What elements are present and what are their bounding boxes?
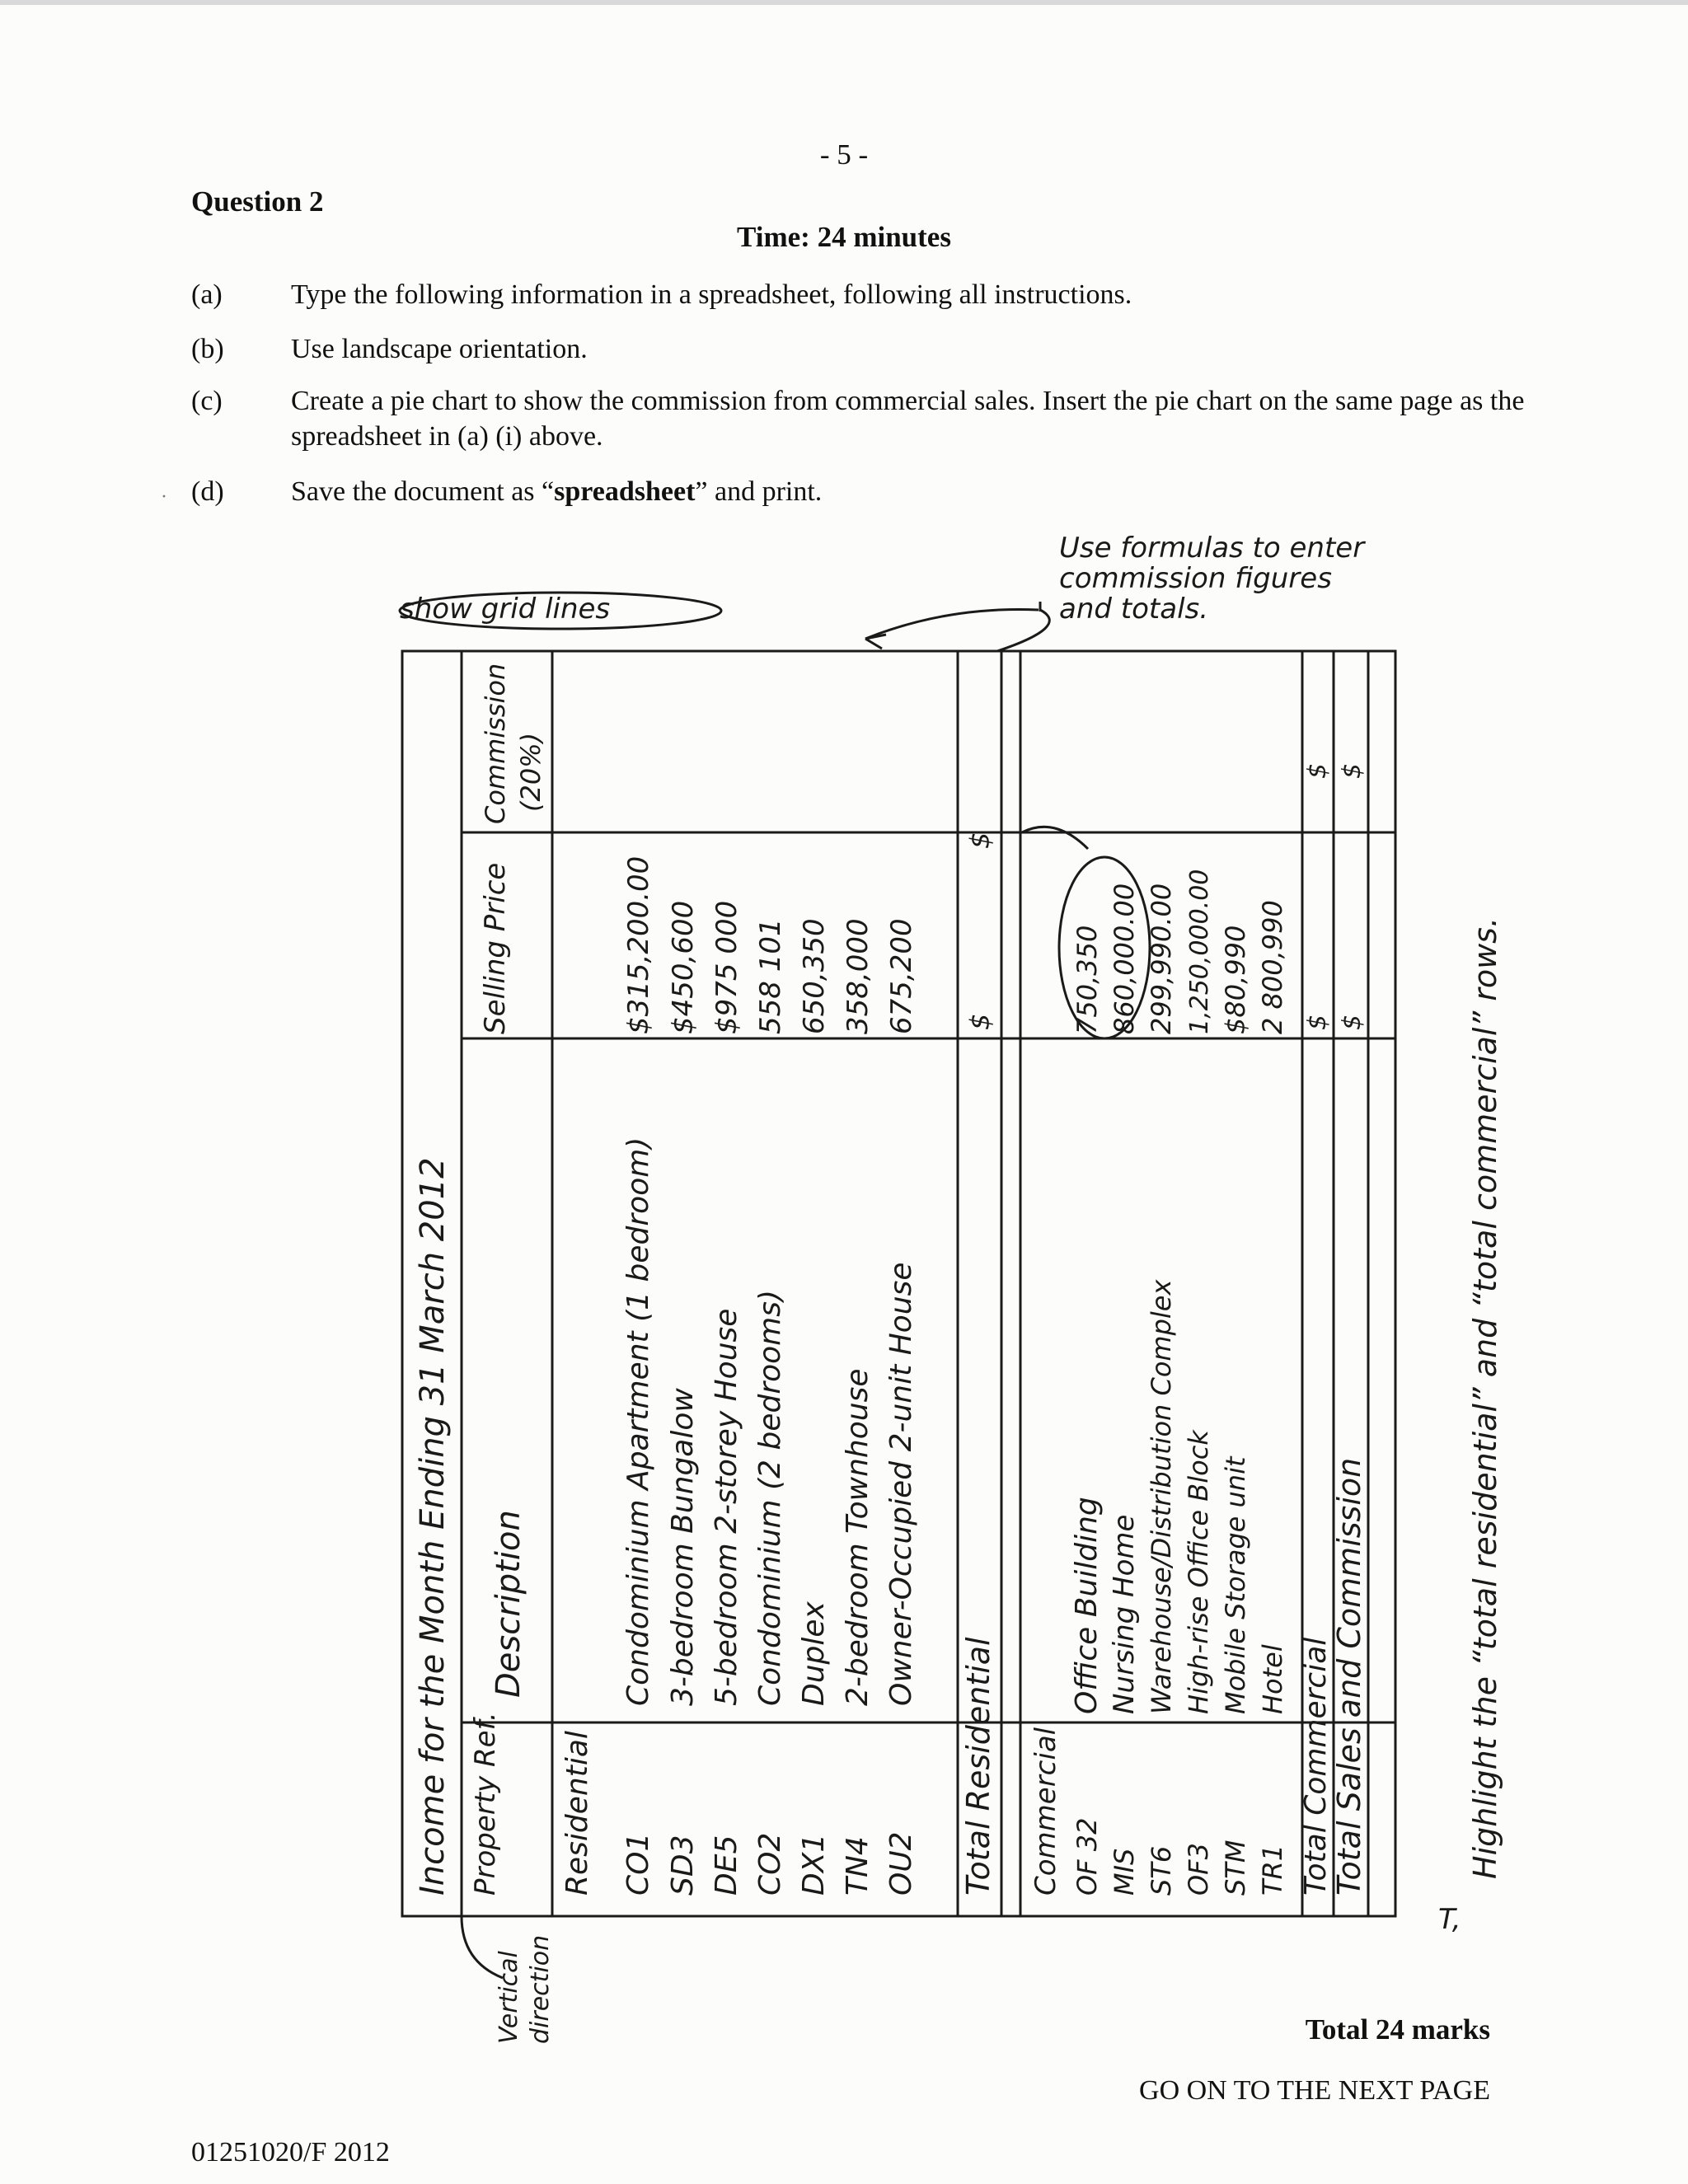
res-ref: DE5 (710, 1835, 743, 1896)
vertical-note-2: direction (526, 1934, 555, 2044)
res-price: $450,600 (667, 900, 700, 1034)
res-ref: DX1 (797, 1833, 831, 1896)
header-ref: Property Ref. (469, 1712, 502, 1896)
com-ref: OF3 (1183, 1843, 1214, 1896)
res-price: 558 101 (754, 918, 787, 1034)
com-price: 1,250,000.00 (1185, 869, 1214, 1034)
page-number: - 5 - (819, 138, 869, 171)
res-ref: TN4 (841, 1836, 874, 1896)
instruction-text: Use landscape orientation. (291, 334, 588, 364)
res-desc: Condominium Apartment (1 bedroom) (621, 1137, 655, 1706)
header-comm: Commission (480, 663, 511, 824)
instruction-label: (d) (191, 476, 224, 507)
com-price: 299,990.00 (1146, 883, 1177, 1034)
res-price: $975 000 (710, 900, 743, 1034)
instruction-label: (c) (191, 386, 223, 416)
header-comm-rate: (20%) (515, 732, 546, 812)
formula-note-line1: Use formulas to enter (1059, 532, 1365, 565)
com-desc: Office Building (1070, 1497, 1104, 1714)
com-price: $80,990 (1220, 925, 1251, 1034)
instruction-text: Type the following information in a spreadsheet, following all instructions. (291, 279, 1132, 310)
commercial-label: Commercial (1029, 1727, 1062, 1896)
res-ref: CO1 (621, 1832, 655, 1896)
com-desc: Hotel (1257, 1644, 1288, 1714)
total-residential-price: $ (964, 1013, 996, 1030)
res-desc: 3-bedroom Bungalow (666, 1388, 700, 1706)
total-sales-comm: $ (1338, 762, 1367, 779)
margin-dot: · (161, 486, 167, 508)
com-desc: Warehouse/Distribution Complex (1146, 1279, 1177, 1714)
instruction-text: Save the document as “spreadsheet” and print. (291, 476, 823, 507)
total-commercial-price: $ (1303, 1014, 1332, 1030)
res-price: $315,200.00 (622, 855, 655, 1034)
filename-bold: spreadsheet (554, 476, 696, 507)
table-title: Income for the Month Ending 31 March 2012 (414, 1157, 452, 1896)
res-ref: OU2 (884, 1831, 918, 1896)
total-residential-comm: $ (964, 832, 996, 849)
residential-label: Residential (560, 1731, 594, 1896)
question-title: Question 2 (191, 185, 324, 218)
header-desc: Description (490, 1510, 528, 1698)
highlight-note: Highlight the “total residential” and “total commercial” rows. (1467, 916, 1503, 1879)
total-sales-label: Total Sales and Commission (1331, 1457, 1367, 1896)
total-residential-label: Total Residential (960, 1637, 996, 1896)
instruction-label: (a) (191, 279, 223, 310)
com-ref: TR1 (1257, 1844, 1288, 1896)
grid-lines-note: show grid lines (400, 593, 611, 626)
t-mark: T, (1438, 1903, 1461, 1936)
com-desc: Mobile Storage unit (1220, 1456, 1251, 1714)
total-marks: Total 24 marks (1305, 2013, 1490, 2046)
com-price: 860,000.00 (1109, 883, 1140, 1034)
res-desc: 5-bedroom 2-storey House (710, 1308, 743, 1706)
header-price: Selling Price (479, 862, 512, 1034)
formula-note-line2: commission figures (1059, 562, 1332, 595)
instruction-text: Create a pie chart to show the commission from commercial sales. Insert the pie chart on the same page as the spreadsheet in (a) (i) above. (291, 386, 1525, 452)
res-desc: Duplex (797, 1601, 831, 1706)
res-ref: SD3 (666, 1835, 700, 1896)
next-page-note: GO ON TO THE NEXT PAGE (1139, 2075, 1490, 2106)
total-commercial-label: Total Commercial (1299, 1637, 1333, 1896)
formula-note-line3: and totals. (1059, 593, 1209, 626)
paper-code: 01251020/F 2012 (191, 2137, 390, 2168)
com-price: 750,350 (1071, 925, 1103, 1034)
com-ref: OF 32 (1071, 1817, 1103, 1896)
com-desc: High-rise Office Block (1183, 1430, 1214, 1714)
formula-arrow (865, 609, 1039, 639)
com-ref: MIS (1109, 1848, 1140, 1896)
com-price: 2 800,990 (1257, 900, 1288, 1034)
res-desc: 2-bedroom Townhouse (841, 1368, 874, 1706)
instruction-label: (b) (191, 334, 224, 364)
res-desc: Owner-Occupied 2-unit House (884, 1262, 918, 1706)
total-sales-price: $ (1338, 1014, 1367, 1030)
total-commercial-comm: $ (1303, 762, 1332, 779)
res-desc: Condominium (2 bedrooms) (753, 1289, 787, 1706)
com-ref: ST6 (1146, 1845, 1177, 1896)
res-ref: CO2 (753, 1832, 787, 1896)
com-ref: STM (1220, 1840, 1251, 1896)
time-allowed: Time: 24 minutes (737, 221, 951, 253)
res-price: 358,000 (842, 918, 874, 1034)
com-desc: Nursing Home (1108, 1514, 1141, 1714)
res-price: 675,200 (885, 918, 918, 1034)
res-price: 650,350 (798, 918, 831, 1034)
vertical-note-1: Vertical (495, 1951, 523, 2044)
